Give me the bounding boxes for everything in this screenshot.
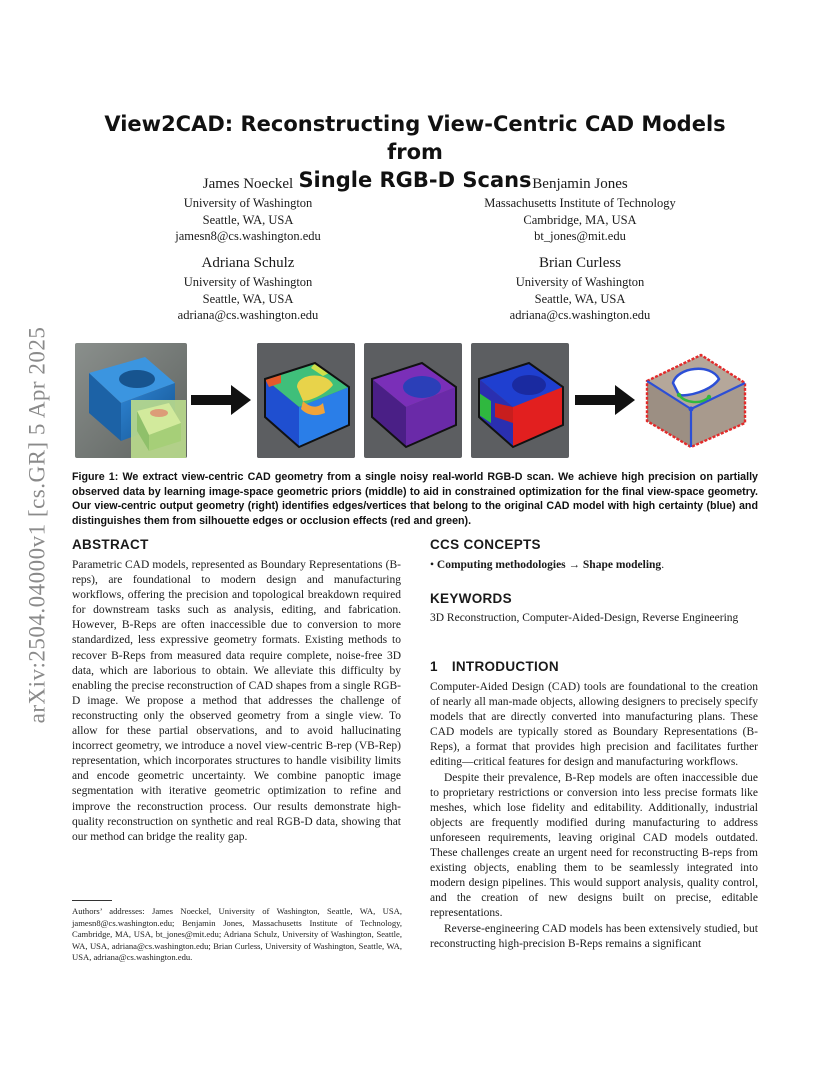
author-email: jamesn8@cs.washington.edu [175,229,321,243]
ccs-item-end: . [661,559,665,571]
intro-paragraph-2: Despite their prevalence, B-Rep models are often inaccessible due to proprietary restrictions or conversion into less precise formats like meshes, which lose fidelity and editability. Additionally, industrial objects are frequently modified during manufacturing to address unforeseen requirements, leaving original CAD models outdated. These challenges create an urgent need for reconstructing B-reps from existing objects, enabling them to be seamlessly integrated into modern design pipelines. This would support analysis, quality control, and the creation of new designs built on precise, editable representations. [430,771,758,920]
author-email: adriana@cs.washington.edu [509,308,651,322]
rgbd-input-photo [75,343,187,458]
author-block-3 [118,254,378,324]
abstract-text [72,558,401,845]
footnote-rule [72,900,112,901]
arxiv-stamp: arXiv:2504.04000v1 [cs.GR] 5 Apr 2025 [24,326,49,724]
abstract-heading: ABSTRACT [72,537,149,552]
intro-heading [430,659,559,674]
ccs-bullet: • [430,559,435,571]
intro-paragraph-1: Computer-Aided Design (CAD) tools are foundational to the creation of nearly all man-made objects, allowing designers to precisely specify models that are directly converted into manufacturing plans. These CAD models are typically stored as Boundary Representations (B-Reps), a format that provides high precision and facilitates further editing—critical features for design and manufacturing workflows. [430,681,758,769]
ccs-concepts [430,558,758,573]
author-addresses-footnote: Authors’ addresses: James Noeckel, University of Washington, Seattle, WA, USA, jamesn8@cs.washington.edu; Benjamin Jones, Massachusetts Institute of Technology, Cambridge, MA, USA, bt_jones@mit.edu; Adriana Schulz, University of Washington, Seattle, WA, USA, adriana@cs.washington.edu; Brian Curless, University of Washington, Seattle, WA, USA, adriana@cs.washington.edu. [72,906,402,963]
author-block-2 [450,175,710,245]
teaser-figure [75,343,755,461]
intro-section-number: 1 [430,659,438,674]
author-location: Seattle, WA, USA [202,291,294,306]
author-affiliation: University of Washington [515,275,645,289]
author-affiliation: Massachusetts Institute of Technology [484,196,676,210]
author-email: bt_jones@mit.edu [534,229,626,243]
author-block-1 [118,175,378,245]
author-location: Cambridge, MA, USA [523,212,637,227]
author-name: James Noeckel [202,176,294,192]
author-name: Brian Curless [538,255,622,271]
segmentation-panel [364,343,462,458]
arrow-right-icon [191,383,253,417]
ccs-heading: CCS CONCEPTS [430,537,541,552]
author-name: Benjamin Jones [532,176,628,192]
intro-text [430,680,758,952]
arrow-right-icon [575,383,637,417]
abstract-paragraph: Parametric CAD models, represented as Boundary Representations (B-reps), are foundational to modern design and manufacturing workflows, offering the precision and topological breakdown required for downstream tasks such as analysis, editing, and fabrication. However, B-Reps are often inaccessible due to conversion to more standardized, less expressive geometry formats. Existing methods to recover B-Reps from measured data require complete, noise-free 3D data, which are laborious to obtain. We alleviate this difficulty by enabling the precise reconstruction of CAD shapes from a single RGB-D image. We propose a method that addresses the challenge of reconstructing only the observed geometry from a single view. To allow for these partial observations, and to avoid hallucinating incorrect geometry, we introduce a novel view-centric B-rep (VB-Rep) representation, which incorporates structures to handle visibility limits and encode geometric uncertainty. We combine panoptic image segmentation with iterative geometric optimization to refine and improve the reconstruction process. Our results demonstrate high-quality reconstruction on synthetic and real RGB-D data, showing that our method can bridge the reality gap. [72,559,401,843]
author-email: adriana@cs.washington.edu [177,308,319,322]
author-affiliation: University of Washington [183,196,313,210]
ccs-item: Computing methodologies → Shape modeling [436,559,662,571]
normal-prediction-panel [257,343,355,458]
author-block-4 [450,254,710,324]
title-line-2: Single RGB-D Scans [298,168,532,192]
intro-section-title: INTRODUCTION [451,659,559,674]
intro-paragraph-3: Reverse-engineering CAD models has been extensively studied, but reconstructing high-precision B-Reps remains a significant [430,922,758,950]
author-location: Seattle, WA, USA [202,212,294,227]
author-affiliation: University of Washington [183,275,313,289]
title-line-1: View2CAD: Reconstructing View-Centric CAD Models from [104,112,726,164]
author-name: Adriana Schulz [201,255,295,271]
keywords-heading: KEYWORDS [430,591,512,606]
instance-labels-panel [471,343,569,458]
author-location: Seattle, WA, USA [534,291,626,306]
figure-caption: Figure 1: We extract view-centric CAD geometry from a single noisy real-world RGB-D scan. We achieve high precision on partially observed data by learning image-space geometric priors (middle) to aid in constrained optimization for the final view-space geometry. Our view-centric output geometry (right) identifies edges/vertices that belong to the original CAD model with high certainty (blue) and distinguishes them from silhouette edges or occlusion effects (red and green). [72,471,758,527]
keywords-text: 3D Reconstruction, Computer-Aided-Design, Reverse Engineering [430,612,739,624]
vb-rep-output-panel [639,343,753,458]
